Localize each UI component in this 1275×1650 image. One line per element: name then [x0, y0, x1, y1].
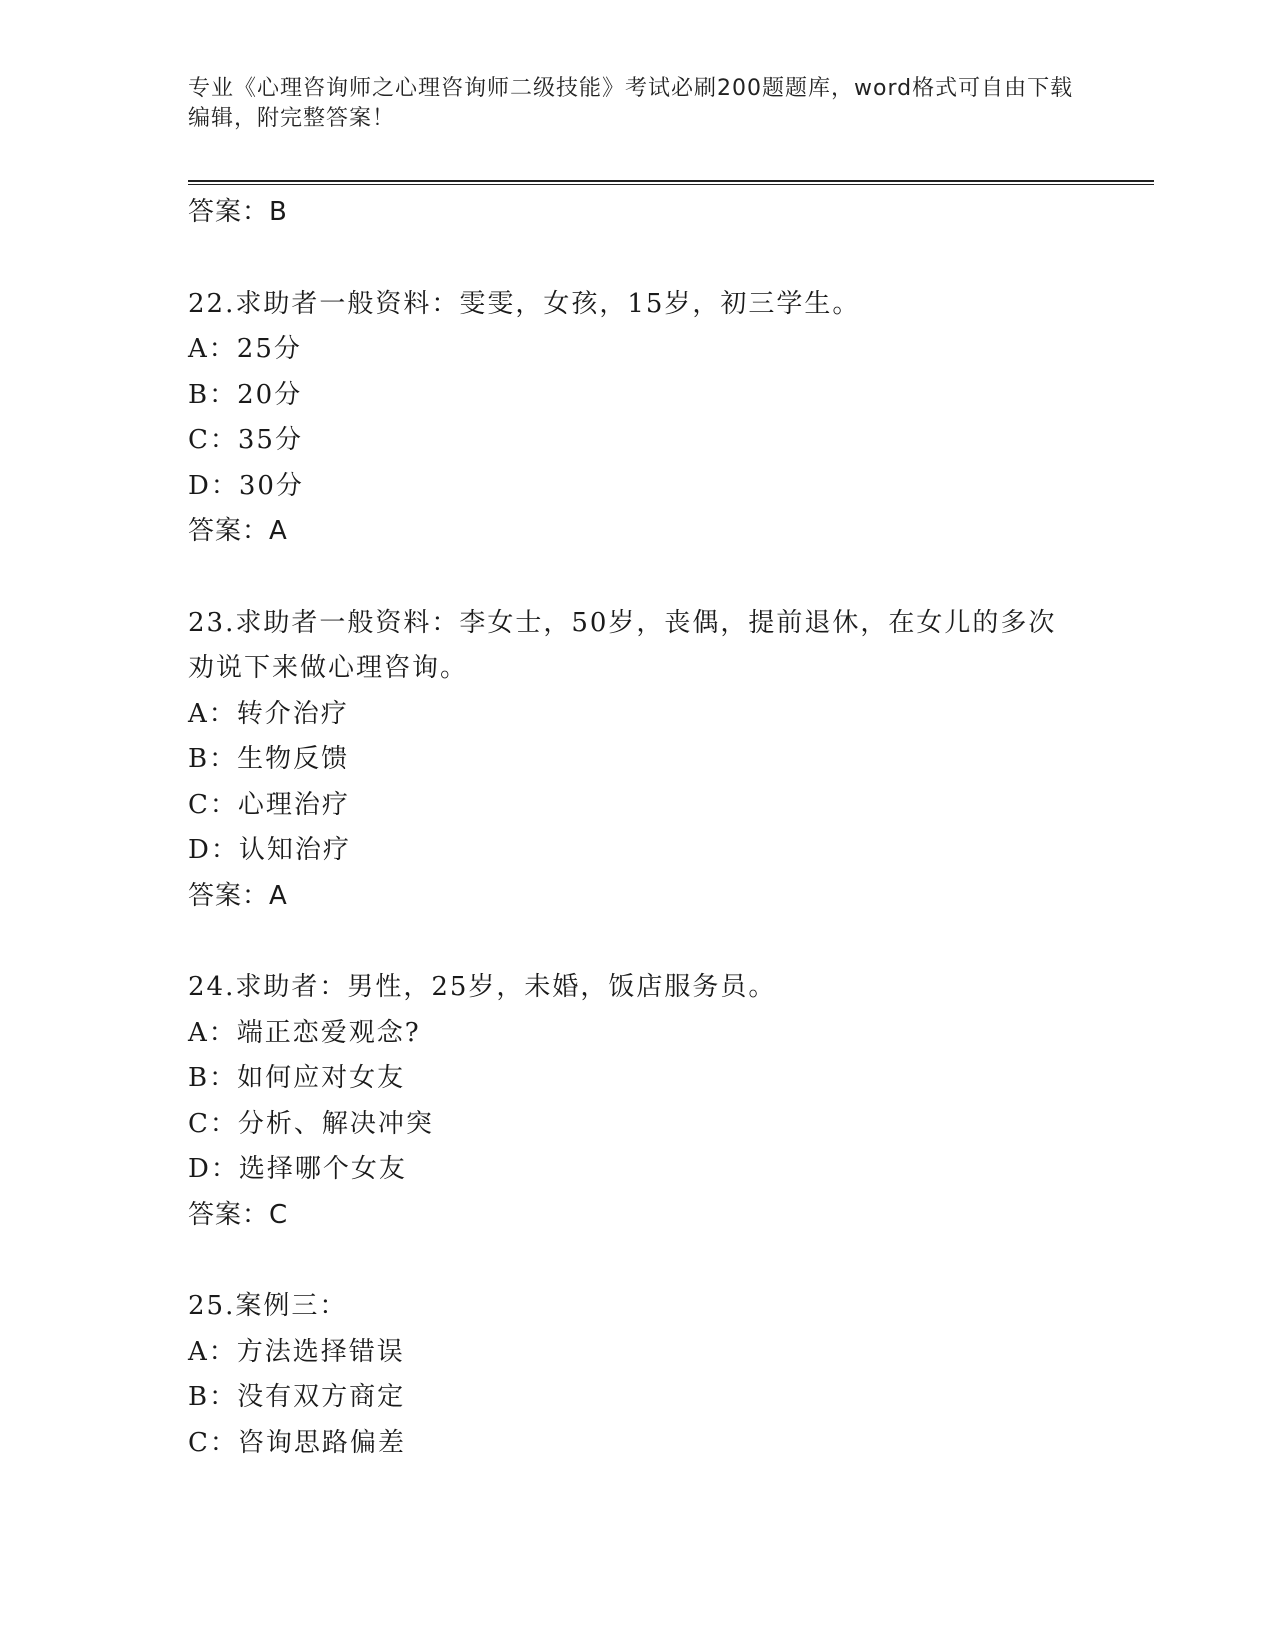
- question-stem-cont: 劝说下来做心理咨询。: [188, 653, 469, 683]
- question-stem: 24.求助者：男性，25岁，未婚，饭店服务员。: [188, 972, 777, 1002]
- option-b: B：生物反馈: [188, 744, 350, 774]
- document-header: 专业《心理咨询师之心理咨询师二级技能》考试必刷200题题库，word格式可自由下载编辑，附完整答案！: [188, 76, 1074, 131]
- question-23: [188, 601, 1108, 920]
- question-24: [188, 965, 1108, 1238]
- header-divider-thin: [188, 184, 1154, 185]
- header-divider: [188, 180, 1154, 182]
- answer: 答案：A: [188, 880, 288, 911]
- option-b: B：20分: [188, 379, 303, 410]
- question-list: [188, 190, 1108, 1466]
- option-a: A：端正恋爱观念?: [188, 1017, 421, 1048]
- answer: 答案：A: [188, 516, 288, 546]
- option-c: C：分析、解决冲突: [188, 1108, 434, 1139]
- question-25: [188, 1284, 1108, 1466]
- previous-answer: 答案：B: [188, 197, 288, 227]
- option-a: A：方法选择错误: [188, 1336, 405, 1367]
- question-22: [188, 282, 1108, 555]
- option-c: C：咨询思路偏差: [188, 1427, 406, 1458]
- question-stem: 23.求助者一般资料：李女士，50岁，丧偶，提前退休，在女儿的多次: [188, 607, 1057, 638]
- question-stem: 22.求助者一般资料：雯雯，女孩，15岁，初三学生。: [188, 288, 861, 319]
- option-b: B：如何应对女友: [188, 1063, 406, 1093]
- option-c: C：心理治疗: [188, 789, 350, 820]
- option-d: D：30分: [188, 470, 304, 501]
- option-a: A：25分: [188, 334, 302, 364]
- option-b: B：没有双方商定: [188, 1382, 406, 1412]
- option-d: D：选择哪个女友: [188, 1154, 407, 1184]
- option-a: A：转介治疗: [188, 698, 349, 729]
- option-d: D：认知治疗: [188, 835, 351, 865]
- question-stem: 25.案例三：: [188, 1291, 348, 1321]
- option-c: C：35分: [188, 425, 303, 455]
- answer: 答案：C: [188, 1199, 289, 1230]
